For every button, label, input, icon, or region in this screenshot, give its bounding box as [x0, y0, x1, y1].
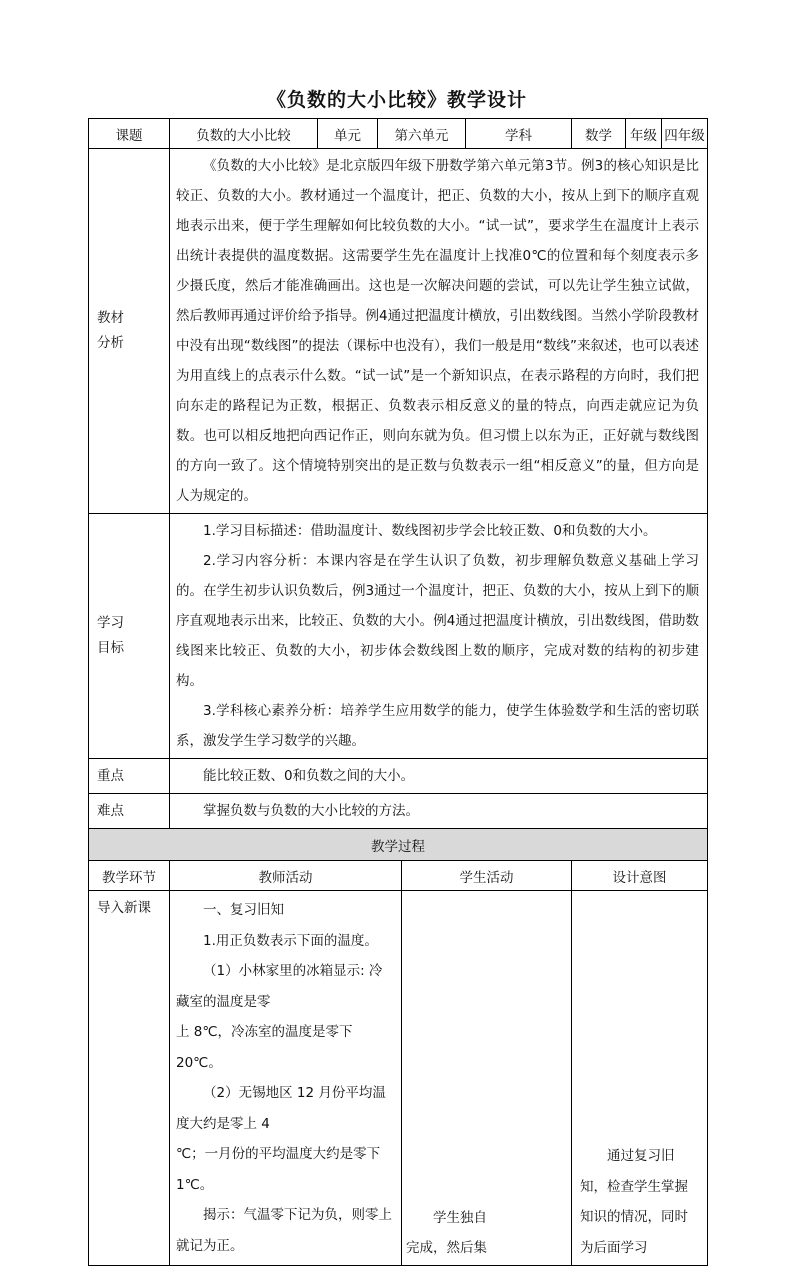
page-title: 《负数的大小比较》教学设计: [266, 89, 527, 111]
subject-label: 学科: [466, 119, 572, 149]
difficulty-label: 难点: [89, 794, 170, 829]
objective-1: 1.学习目标描述：借助温度计、数线图初步学会比较正数、0和负数的大小。: [203, 523, 657, 539]
topic-value: 负数的大小比较: [170, 119, 318, 149]
textbook-analysis-text: 《负数的大小比较》是北京版四年级下册数学第六单元第3节。例3的核心知识是比较正、负数的大小。教材通过一个温度计，把正、负数的大小，按从上到下的顺序直观地表示出来，便于学生理解如何比较负数的大小。“试一试”，要求学生在温度计上表示出统计表提供的温度数据。这需要学生先在温度计上找准0℃的位置和每个刻度表示多少摄氏度，然后才能准确画出。这也是一次解决问题的尝试，可以先让学生独立试做，然后教师再通过评价给予指导。例4通过把温度计横放，引出数线图。当然小学阶段教材中没有出现“数线图”的提法（课标中也没有），我们一般是用“数线”来叙述，也可以表述为用直线上的点表示什么数。“试一试”是一个新知识点，在表示路程的方向时，我们把向东走的路程记为正数，根据正、负数表示相反意义的量的特点，向西走就应记为负数。也可以相反地把向西记作正，则向东就为负。但习惯上以东为正，正好就与数线图的方向一致了。这个情境特别突出的是正数与负数表示一组“相反意义”的量，但方向是人为规定的。: [176, 158, 699, 504]
process-columns-row: [89, 861, 708, 891]
key-point-text: 能比较正数、0和负数之间的大小。: [203, 768, 415, 784]
objective-2: 2.学习内容分析：本课内容是在学生认识了负数，初步理解负数意义基础上学习的。在学生初步认识负数后，例3通过一个温度计，把正、负数的大小，按从上到下的顺序直观地表示出来，比较正、负数的大小。例4通过把温度计横放，引出数线图，借助数线图来比较正、负数的大小，初步体会数线图上数的顺序，完成对数的结构的初步建构。: [176, 553, 699, 689]
teacher-step-3a: （1）小林家里的冰箱显示: 冷藏室的温度是零: [176, 963, 383, 1010]
process-heading: 教学过程: [89, 829, 708, 861]
difficulty-row: [89, 794, 708, 829]
learning-objectives-row: [89, 514, 708, 759]
textbook-analysis-cell: [170, 149, 708, 514]
design-intent-text: 通过复习旧知，检查学生掌握知识的情况，同时为后面学习: [572, 891, 708, 1266]
col-design-intent: 设计意图: [572, 861, 708, 891]
teacher-step-5: 揭示：气温零下记为负，则零上就记为正。: [176, 1207, 392, 1254]
teacher-step-2: 1.用正负数表示下面的温度。: [203, 932, 378, 949]
stage-intro: 导入新课: [89, 891, 170, 1266]
grade-value: 四年级: [662, 119, 708, 149]
textbook-analysis-label: 教材 分析: [89, 149, 170, 514]
process-heading-row: [89, 829, 708, 861]
teacher-step-1: 一、复习旧知: [203, 902, 284, 918]
teacher-step-4a: （2）无锡地区 12 月份平均温度大约是零上 4: [176, 1085, 386, 1132]
grade-label: 年级: [626, 119, 662, 149]
lesson-plan-table: [88, 118, 708, 1266]
textbook-analysis-row: [89, 149, 708, 514]
unit-value: 第六单元: [378, 119, 466, 149]
teacher-activity-cell: [170, 891, 402, 1266]
student-activity-cell: [402, 891, 572, 1266]
process-content-row: [89, 891, 708, 1266]
difficulty-text: 掌握负数与负数的大小比较的方法。: [203, 803, 419, 819]
objective-3: 3.学科核心素养分析：培养学生应用数学的能力，使学生体验数学和生活的密切联系，激发学生学习数学的兴趣。: [176, 703, 699, 749]
header-row: [89, 119, 708, 149]
learning-objectives-cell: [170, 514, 708, 759]
key-point-row: [89, 759, 708, 794]
col-stage: 教学环节: [89, 861, 170, 891]
col-student-activity: 学生活动: [402, 861, 572, 891]
teacher-step-4b: ℃；一月份的平均温度大约是零下 1℃。: [176, 1146, 381, 1193]
col-teacher-activity: 教师活动: [170, 861, 402, 891]
teacher-step-3b: 上 8℃，冷冻室的温度是零下 20℃。: [176, 1024, 353, 1071]
student-activity-line-1: 学生独自: [433, 1210, 487, 1226]
key-point-label: 重点: [89, 759, 170, 794]
student-activity-line-2: 完成，然后集: [406, 1240, 487, 1256]
unit-label: 单元: [318, 119, 378, 149]
learning-objectives-label: 学习 目标: [89, 514, 170, 759]
topic-label: 课题: [89, 119, 170, 149]
subject-value: 数学: [572, 119, 626, 149]
